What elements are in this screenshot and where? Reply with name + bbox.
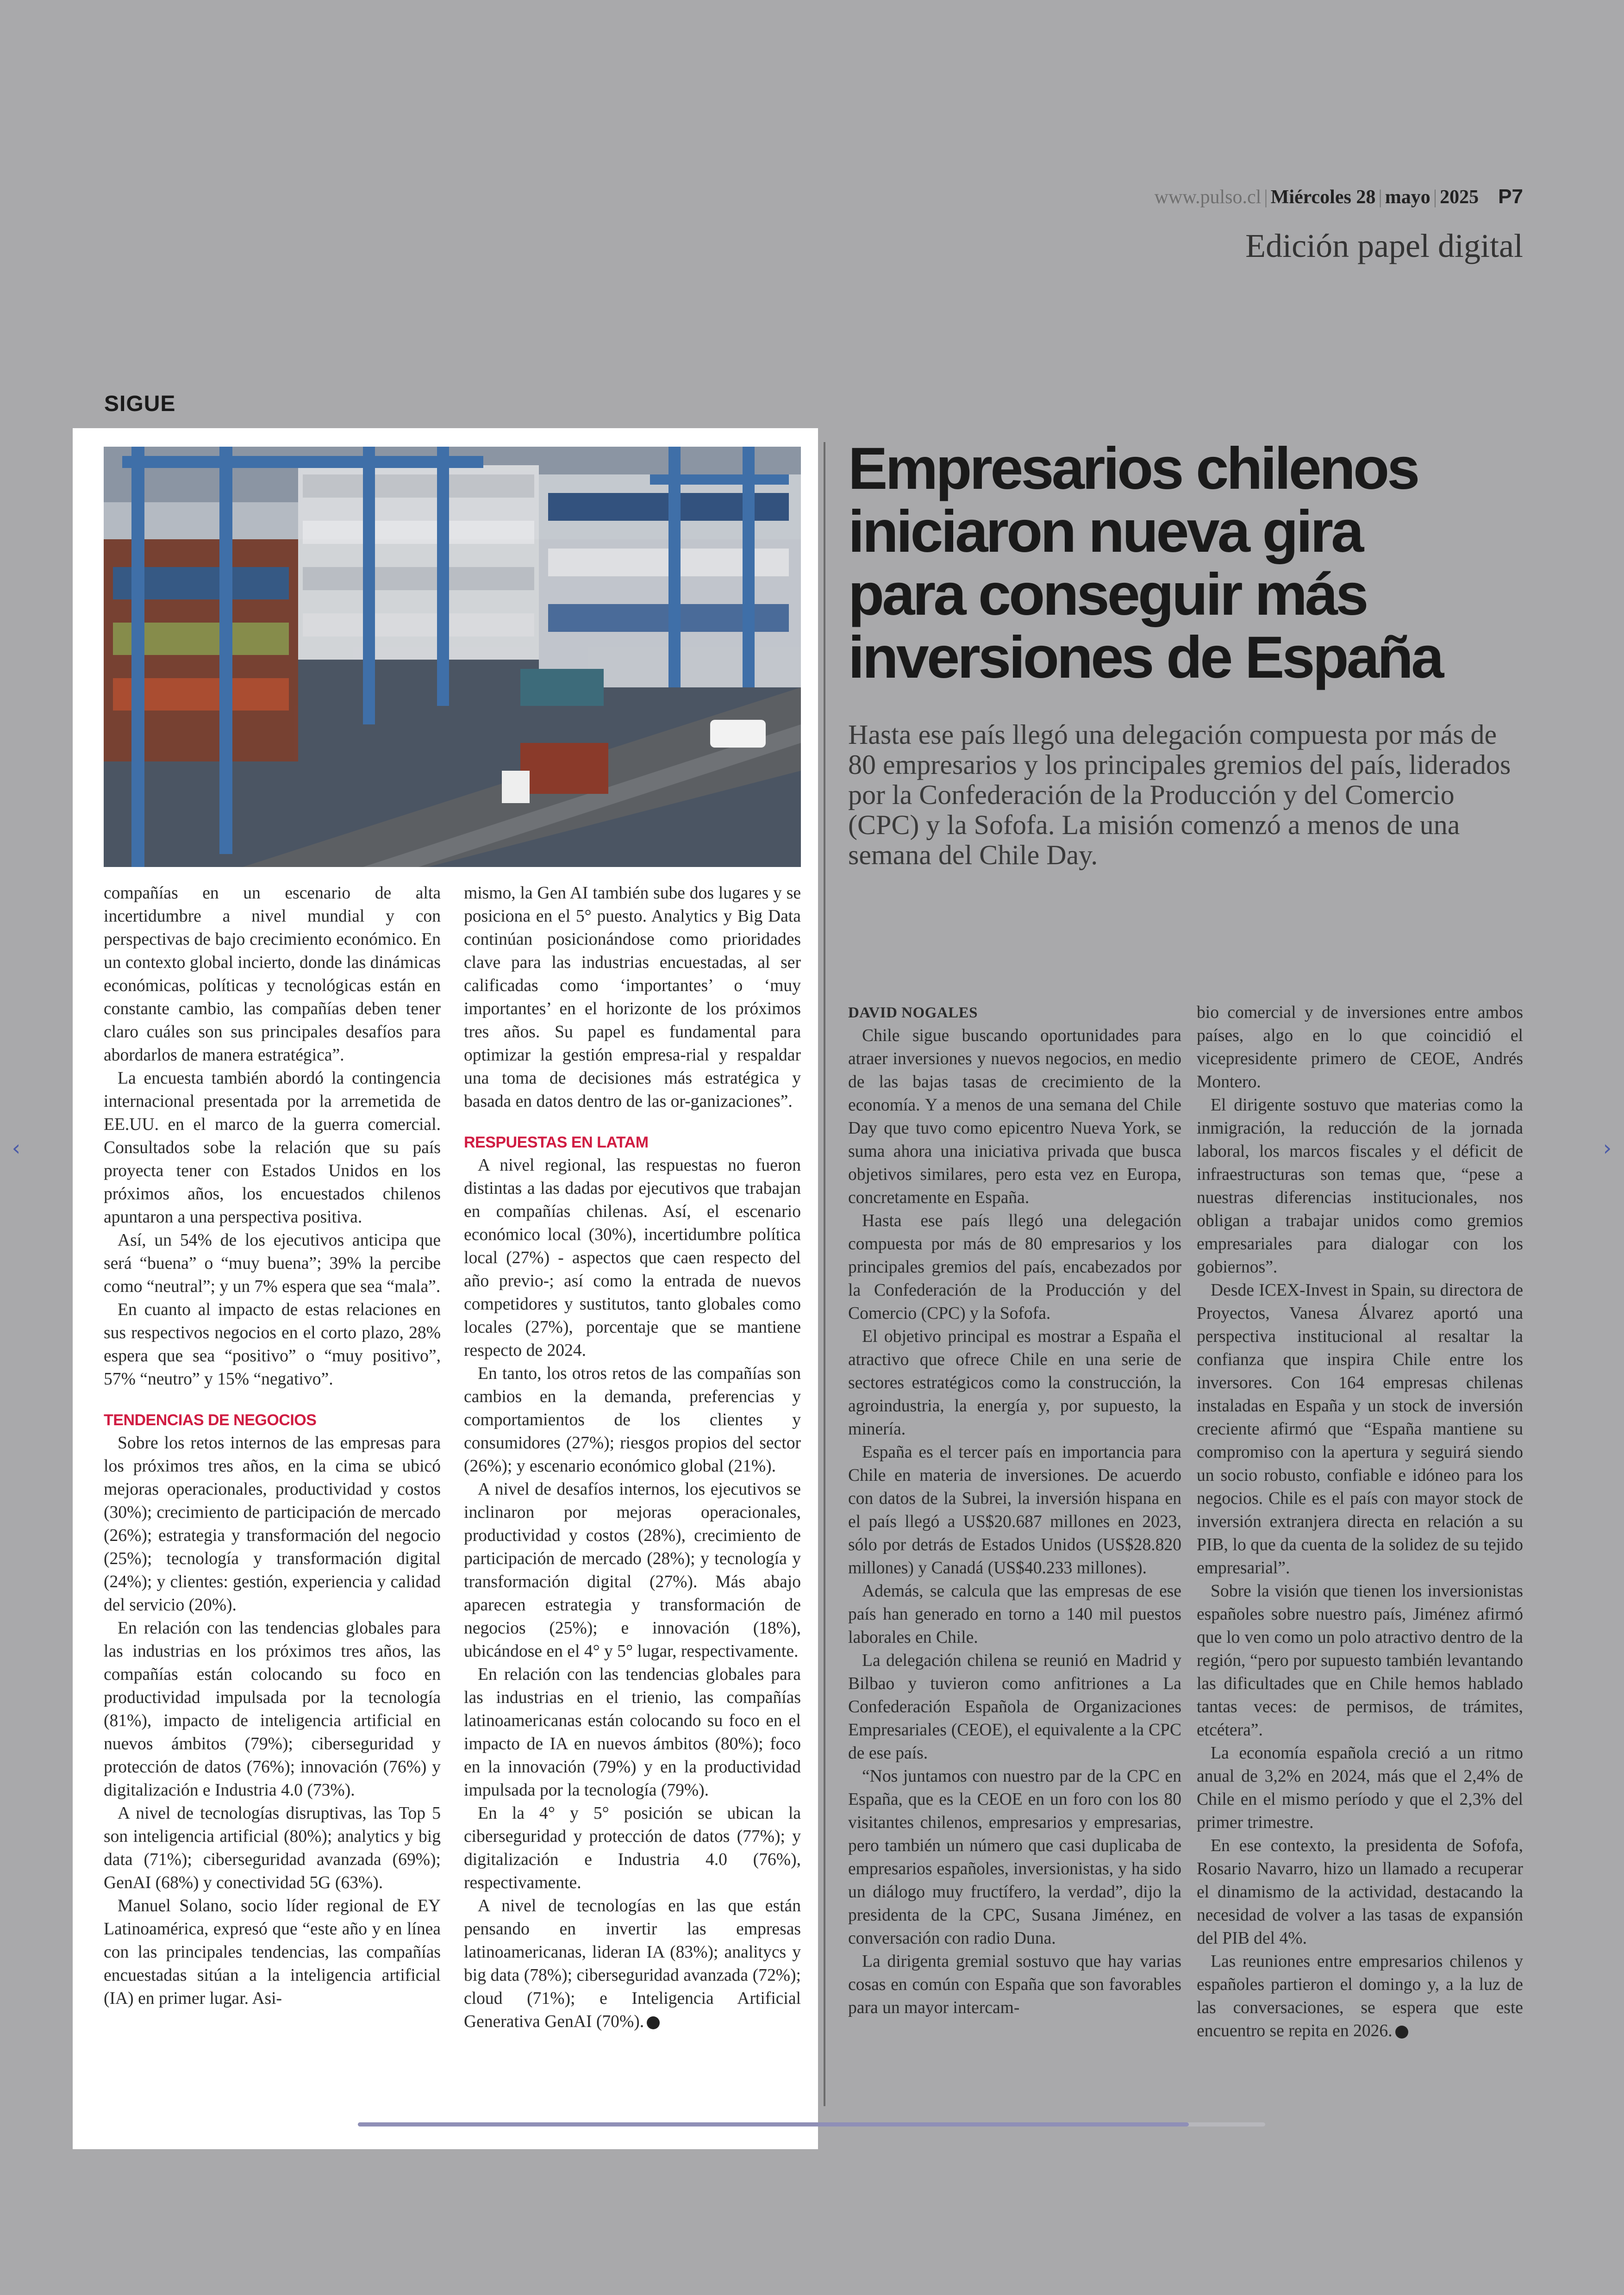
section-label: SIGUE: [104, 392, 176, 416]
paragraph: La economía española creció a un ritmo anual de 3,2% en 2024, más que el 2,4% de Chile en el mismo período y que el 2,3% del primer trimestre.: [1197, 1744, 1523, 1832]
paragraph: compañías en un escenario de alta incertidumbre a nivel mundial y con perspectivas de bajo crecimiento económico. En un contexto global incierto, donde las dinámicas económicas, políticas y tecnológicas están en constante cambio, las compañías deben tener claro cuáles son sus principales desafíos para abordarlos de manera estratégica”.: [104, 884, 441, 1065]
paragraph: La dirigenta gremial sostuvo que hay varias cosas en común con España que son favorables para un mayor intercam-: [848, 1952, 1181, 2017]
site-url[interactable]: www.pulso.cl: [1154, 187, 1262, 208]
sidebar-column-2: [464, 882, 801, 2033]
paragraph: Desde ICEX-Invest in Spain, su directora de Proyectos, Vanesa Álvarez aportó una perspectiva institucional al resaltar la confianza que inspira Chile entre los inversores. Con 164 empresas chilenas instaladas en España y un stock de inversión creciente afirmó que “España mantiene su compromiso con la apertura y seguirá siendo un socio robusto, confiable e idóneo para los negocios. Chile es el país con mayor stock de inversión extranjera directa en relación a su PIB, lo que da cuenta de la solidez de su tejido empresarial”.: [1197, 1281, 1523, 1578]
paragraph: En la 4° y 5° posición se ubican la ciberseguridad y protección de datos (77%); y digitalización e Industria 4.0 (76%), respectivamente.: [464, 1804, 801, 1892]
paragraph: A nivel regional, las respuestas no fueron distintas a las dadas por ejecutivos que trabajan en compañías chilenas. Así, el escenario económico local (30%), incertidumbre política local (27%) - aspectos que caen respecto del año previo-; así como la entrada de nuevos competidores y sustitutos, tanto globales como locales (27%), porcentaje que se mantiene respecto de 2024.: [464, 1156, 801, 1360]
paragraph: A nivel de tecnologías disruptivas, las Top 5 son inteligencia artificial (80%); analytics y big data (71%); ciberseguridad avanzada (69%); GenAI (68%) y conectividad 5G (63%).: [104, 1804, 441, 1892]
paragraph: [1197, 1950, 1523, 2043]
paragraph: Sobre la visión que tienen los inversionistas españoles sobre nuestro país, Jiménez afirmó que lo ven como un polo atractivo dentro de la región, “pero por supuesto también levantando las dificultades que en Chile hemos hablado tantas veces: de permisos, de trámites, etcétera”.: [1197, 1582, 1523, 1740]
paragraph: En relación con las tendencias globales para las industrias en el trienio, las compañías latinoamericanas están colocando su foco en el impacto de IA en nuevos ámbitos (80%); foco en la innovación (79%) y en la productividad impulsada por la tecnología (79%).: [464, 1665, 801, 1800]
headline-line: Empresarios chilenos: [848, 436, 1418, 502]
date-year: 2025: [1440, 187, 1479, 208]
paragraph: El objetivo principal es mostrar a España el atractivo que ofrece Chile en una serie de sectores estratégicos como la construcción, la agroindustria, la energía y, por supuesto, la minería.: [848, 1327, 1181, 1439]
photo-illustration: [104, 447, 801, 867]
paragraph: En ese contexto, la presidenta de Sofofa, Rosario Navarro, hizo un llamado a recuperar el dinamismo de la actividad, destacando la necesidad de volver a las tasas de expansión del PIB del 4%.: [1197, 1836, 1523, 1948]
paragraph: Además, se calcula que las empresas de ese país han generado en torno a 140 mil puestos laborales en Chile.: [848, 1582, 1181, 1647]
paragraph: Manuel Solano, socio líder regional de EY Latinoamérica, expresó que “este año y en línea con las principales tendencias, las compañías encuestadas sitúan a la inteligencia artificial (IA) en primer lugar. Asi-: [104, 1896, 441, 2008]
byline: DAVID NOGALES: [848, 1004, 978, 1021]
edition-label: Edición papel digital: [1245, 227, 1523, 264]
paragraph: Sobre los retos internos de las empresas para los próximos tres años, en la cima se ubicó mejoras operacionales, productividad y costos (30%); crecimiento de participación de mercado (26%); estrategia y transformación del negocio (25%); tecnología y transformación digital (24%); y clientes: gestión, experiencia y calidad del servicio (20%).: [104, 1434, 441, 1615]
date-day: Miércoles 28: [1270, 187, 1376, 208]
paragraph: Hasta ese país llegó una delegación compuesta por más de 80 empresarios y los principales gremios del país, encabezados por la Confederación de la Producción y del Comercio (CPC) y la Sofofa.: [848, 1211, 1181, 1323]
paragraph: “Nos juntamos con nuestro par de la CPC en España, que es la CEOE en un foro con los 80 visitantes chilenos, empresarios y empresarias, pero también un número que casi duplicaba de empresarios españoles, inversionistas, y ha sido un diálogo muy fructífero, la verdad”, dijo la presidenta de la CPC, Susana Jiménez, en conversación con radio Duna.: [848, 1767, 1181, 1948]
previous-page-icon[interactable]: ‹: [12, 1135, 21, 1160]
paragraph: La delegación chilena se reunió en Madrid y Bilbao y tuvieron como anfitriones a La Confederación Española de Organizaciones Empresariales (CEOE), el equivalente a la CPC de ese país.: [848, 1651, 1181, 1763]
sidebar-column-1: [104, 882, 441, 2010]
headline-line: para conseguir más: [848, 561, 1367, 628]
paragraph: bio comercial y de inversiones entre ambos países, algo en lo que coincidió el vicepresidente primero de CEOE, Andrés Montero.: [1197, 1003, 1523, 1091]
article-column-1: [848, 1001, 1181, 2020]
article-deck: Hasta ese país llegó una delegación compuesta por más de 80 empresarios y los principales gremios del país, liderados por la Confederación de la Producción y del Comercio (CPC) y la Sofofa. La misión comenzó a menos de una semana del Chile Day.: [848, 719, 1511, 870]
scrollbar-thumb[interactable]: [358, 2122, 1189, 2127]
subhead-latam: RESPUESTAS EN LATAM: [464, 1134, 649, 1151]
headline-line: inversiones de España: [848, 624, 1442, 691]
paragraph: mismo, la Gen AI también sube dos lugares y se posiciona en el 5° puesto. Analytics y Big Data continúan posicionándose como prioridades clave para las industrias encuestadas, al ser calificadas como ‘importantes’ o ‘muy importantes’ en el horizonte de los próximos tres años. Su papel es fundamental para optimizar la gestión empresa-rial y respaldar una toma de decisiones más estratégica y basada en datos dentro de las or-ganizaciones”.: [464, 884, 801, 1111]
headline-line: iniciaron nueva gira: [848, 499, 1362, 565]
column-divider: [824, 442, 825, 2106]
paragraph-text: A nivel de tecnologías en las que están pensando en invertir las empresas latinoamericanas, lideran IA (83%); analitycs y big data (78%); ciberseguridad avanzada (72%); cloud (71%); e Inteligencia Artificial Generativa GenAI (70%).: [464, 1896, 801, 2031]
paragraph: En tanto, los otros retos de las compañías son cambios en la demanda, preferencias y comportamientos de los clientes y consumidores (27%); riesgos propios del sector (26%); y escenario económico global (21%).: [464, 1364, 801, 1476]
paragraph-text: Las reuniones entre empresarios chilenos y españoles partieron el domingo y, a la luz de las conversaciones, se espera que este encuentro se repita en 2026.: [1197, 1952, 1523, 2040]
paragraph: Así, un 54% de los ejecutivos anticipa que será “buena” o “muy buena”; 39% la percibe como “neutral”; y un 7% espera que sea “mala”.: [104, 1231, 441, 1296]
port-containers-photo: [104, 447, 801, 867]
end-mark-icon: [647, 2016, 660, 2029]
paragraph: A nivel de desafíos internos, los ejecutivos se inclinaron por mejoras operacionales, productividad y costos (28%), crecimiento de participación de mercado (28%); y tecnología y transformación digital (27%). Más abajo aparecen estrategia y transformación de negocios (25%); e innovación (18%), ubicándose en el 4° y 5° lugar, respectivamente.: [464, 1480, 801, 1661]
paragraph: En relación con las tendencias globales para las industrias en los próximos tres años, las compañías están colocando su foco en productividad impulsada por la tecnología (81%), impacto de inteligencia artificial en nuevos ámbitos (79%); ciberseguridad y protección de datos (76%); innovación (76%) y digitalización e Industria 4.0 (73%).: [104, 1619, 441, 1800]
page-header: www.pulso.cl | Miércoles 28 | mayo | 2025 P7: [1154, 185, 1523, 208]
article-column-2: [1197, 1001, 1523, 2043]
paragraph: España es el tercer país en importancia para Chile en materia de inversiones. De acuerdo con datos de la Subrei, la inversión hispana en el país llegó a US$20.687 millones en 2023, sólo por detrás de Estados Unidos (US$28.820 millones) y Canadá (US$40.233 millones).: [848, 1443, 1181, 1578]
paragraph: La encuesta también abordó la contingencia internacional presentada por la arremetida de EE.UU. en el marco de la guerra comercial. Consultados sobe la relación que su país proyecta tener con Estados Unidos en los próximos años, los encuestados chilenos apuntaron a una perspectiva positiva.: [104, 1069, 441, 1227]
paragraph: En cuanto al impacto de estas relaciones en sus respectivos negocios en el corto plazo, 28% espera que sea “positivo” o “muy positivo”, 57% “neutro” y 15% “negativo”.: [104, 1300, 441, 1389]
subhead-tendencias: TENDENCIAS DE NEGOCIOS: [104, 1411, 317, 1429]
end-mark-icon: [1395, 2026, 1408, 2039]
paragraph: [464, 1895, 801, 2033]
date-month: mayo: [1385, 187, 1430, 208]
next-page-icon[interactable]: ›: [1603, 1135, 1612, 1160]
paragraph: Chile sigue buscando oportunidades para atraer inversiones y nuevos negocios, en medio de las bajas tasas de crecimiento de la economía. Y a menos de una semana del Chile Day que tuvo como epicentro Nueva York, se suma ahora una iniciativa privada que busca objetivos similares, pero esta vez en Europa, concretamente en España.: [848, 1026, 1181, 1207]
page-number: P7: [1498, 185, 1523, 208]
paragraph: El dirigente sostuvo que materias como la inmigración, la reducción de la jornada laboral, los marcos fiscales y el déficit de infraestructuras son temas que, “pese a nuestras diferencias institucionales, nos obligan a trabajar unidos como gremios empresariales para dialogar con los gobiernos”.: [1197, 1096, 1523, 1277]
article-headline: [848, 437, 1519, 689]
